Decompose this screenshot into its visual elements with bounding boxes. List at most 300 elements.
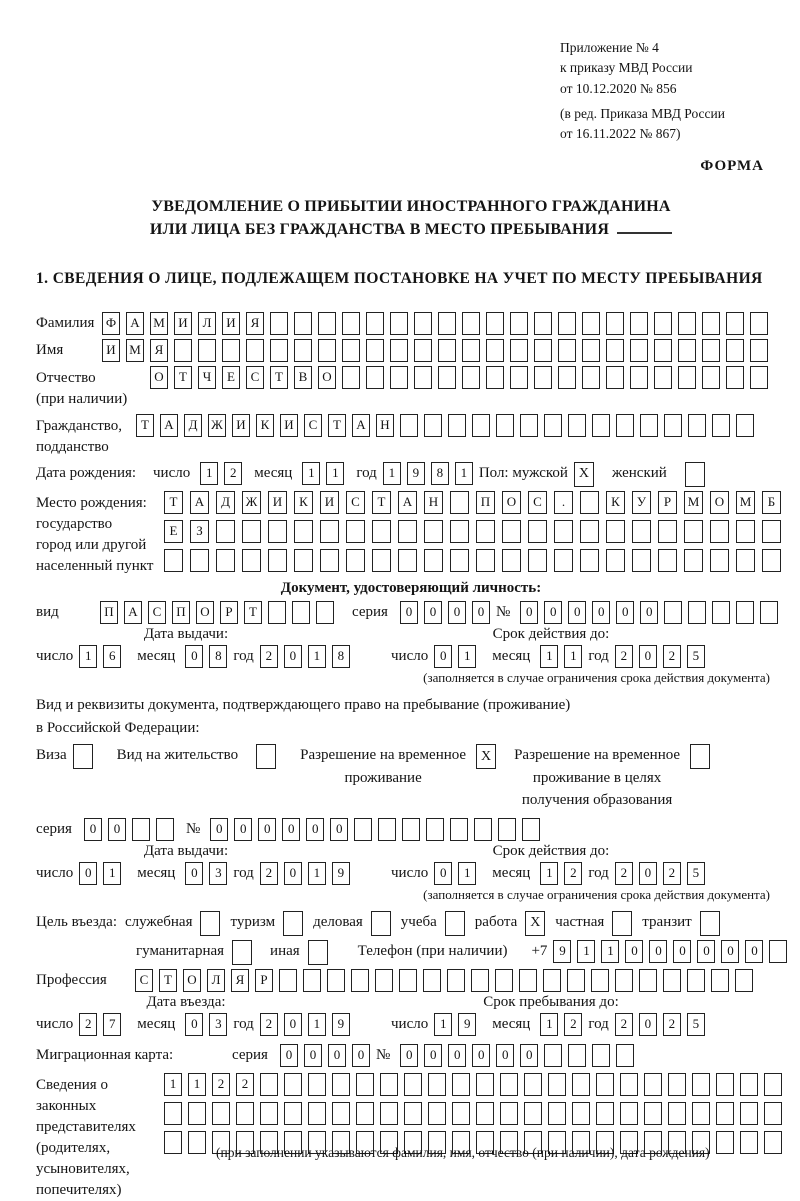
purpose-other-checkbox[interactable] [308, 940, 328, 965]
char-box[interactable] [316, 601, 334, 624]
char-box[interactable]: 9 [458, 1013, 476, 1036]
char-box[interactable]: 1 [540, 862, 558, 885]
char-box[interactable] [620, 1073, 638, 1096]
char-box[interactable] [472, 414, 490, 437]
char-box[interactable] [242, 520, 261, 543]
char-box[interactable]: 0 [448, 601, 466, 624]
char-box[interactable] [342, 312, 360, 335]
char-box[interactable]: 2 [260, 645, 278, 668]
char-box[interactable]: 0 [306, 818, 324, 841]
char-box[interactable] [712, 601, 730, 624]
char-box[interactable] [528, 520, 547, 543]
char-box[interactable] [438, 366, 456, 389]
char-box[interactable] [268, 601, 286, 624]
char-box[interactable]: Т [328, 414, 346, 437]
char-box[interactable] [740, 1131, 758, 1154]
char-box[interactable] [188, 1131, 206, 1154]
char-box[interactable]: 0 [400, 1044, 418, 1067]
char-box[interactable] [398, 549, 417, 572]
char-box[interactable]: 0 [352, 1044, 370, 1067]
char-box[interactable]: 1 [79, 645, 97, 668]
char-box[interactable] [268, 549, 287, 572]
char-box[interactable]: С [528, 491, 547, 514]
char-box[interactable] [630, 339, 648, 362]
char-box[interactable] [216, 549, 235, 572]
char-box[interactable]: 1 [458, 862, 476, 885]
char-box[interactable] [658, 549, 677, 572]
char-box[interactable]: С [304, 414, 322, 437]
char-box[interactable] [736, 601, 754, 624]
rvp-edu-checkbox[interactable] [690, 744, 710, 769]
char-box[interactable] [450, 491, 469, 514]
char-box[interactable]: 2 [564, 862, 582, 885]
char-box[interactable]: Ч [198, 366, 216, 389]
char-box[interactable] [568, 414, 586, 437]
char-box[interactable]: 2 [564, 1013, 582, 1036]
purpose-humanitarian-checkbox[interactable] [232, 940, 252, 965]
char-box[interactable]: Т [270, 366, 288, 389]
char-box[interactable]: 1 [458, 645, 476, 668]
char-box[interactable] [318, 312, 336, 335]
char-box[interactable] [500, 1073, 518, 1096]
char-box[interactable] [190, 549, 209, 572]
char-box[interactable] [639, 969, 657, 992]
char-box[interactable] [735, 969, 753, 992]
char-box[interactable] [644, 1073, 662, 1096]
char-box[interactable] [342, 339, 360, 362]
char-box[interactable]: 2 [212, 1073, 230, 1096]
char-box[interactable] [644, 1102, 662, 1125]
char-box[interactable]: 0 [234, 818, 252, 841]
char-box[interactable] [769, 940, 787, 963]
char-box[interactable]: 0 [434, 862, 452, 885]
char-box[interactable]: 0 [210, 818, 228, 841]
char-box[interactable] [654, 366, 672, 389]
char-box[interactable]: Е [222, 366, 240, 389]
char-box[interactable] [558, 339, 576, 362]
char-box[interactable] [476, 1073, 494, 1096]
char-box[interactable] [534, 312, 552, 335]
char-box[interactable] [346, 520, 365, 543]
char-box[interactable] [726, 339, 744, 362]
char-box[interactable] [426, 818, 444, 841]
sex-male-checkbox[interactable]: X [574, 462, 594, 487]
char-box[interactable]: О [183, 969, 201, 992]
char-box[interactable] [462, 366, 480, 389]
char-box[interactable]: 0 [185, 645, 203, 668]
char-box[interactable] [534, 366, 552, 389]
purpose-study-checkbox[interactable] [445, 911, 465, 936]
char-box[interactable]: 2 [236, 1073, 254, 1096]
char-box[interactable]: П [476, 491, 495, 514]
char-box[interactable]: 0 [424, 1044, 442, 1067]
char-box[interactable]: 1 [308, 645, 326, 668]
char-box[interactable]: 0 [640, 601, 658, 624]
char-box[interactable]: И [222, 312, 240, 335]
char-box[interactable]: 1 [540, 645, 558, 668]
char-box[interactable] [502, 549, 521, 572]
char-box[interactable] [294, 520, 313, 543]
char-box[interactable] [294, 312, 312, 335]
char-box[interactable]: 2 [615, 1013, 633, 1036]
char-box[interactable]: 9 [332, 1013, 350, 1036]
char-box[interactable] [544, 414, 562, 437]
char-box[interactable]: 0 [625, 940, 643, 963]
char-box[interactable]: Т [159, 969, 177, 992]
char-box[interactable] [519, 969, 537, 992]
char-box[interactable]: 1 [455, 462, 473, 485]
char-box[interactable]: 1 [200, 462, 218, 485]
char-box[interactable] [294, 339, 312, 362]
char-box[interactable] [596, 1073, 614, 1096]
char-box[interactable] [606, 366, 624, 389]
char-box[interactable]: Я [231, 969, 249, 992]
char-box[interactable] [764, 1102, 782, 1125]
char-box[interactable] [554, 549, 573, 572]
char-box[interactable]: С [135, 969, 153, 992]
char-box[interactable] [592, 414, 610, 437]
char-box[interactable]: П [100, 601, 118, 624]
char-box[interactable]: Ф [102, 312, 120, 335]
char-box[interactable]: 0 [304, 1044, 322, 1067]
char-box[interactable]: 1 [164, 1073, 182, 1096]
char-box[interactable] [327, 969, 345, 992]
char-box[interactable] [687, 969, 705, 992]
char-box[interactable] [378, 818, 396, 841]
char-box[interactable] [495, 969, 513, 992]
char-box[interactable] [268, 520, 287, 543]
char-box[interactable] [242, 549, 261, 572]
char-box[interactable] [668, 1102, 686, 1125]
char-box[interactable] [156, 818, 174, 841]
char-box[interactable]: 8 [431, 462, 449, 485]
char-box[interactable] [428, 1073, 446, 1096]
char-box[interactable]: 5 [687, 862, 705, 885]
char-box[interactable]: 1 [540, 1013, 558, 1036]
char-box[interactable]: 0 [282, 818, 300, 841]
char-box[interactable]: 0 [258, 818, 276, 841]
char-box[interactable] [308, 1073, 326, 1096]
char-box[interactable] [510, 366, 528, 389]
char-box[interactable] [404, 1102, 422, 1125]
char-box[interactable]: Р [658, 491, 677, 514]
char-box[interactable] [246, 339, 264, 362]
char-box[interactable] [520, 414, 538, 437]
char-box[interactable] [424, 414, 442, 437]
char-box[interactable]: Я [150, 339, 168, 362]
char-box[interactable] [558, 312, 576, 335]
char-box[interactable] [572, 1102, 590, 1125]
sex-female-checkbox[interactable] [685, 462, 705, 487]
char-box[interactable]: У [632, 491, 651, 514]
char-box[interactable] [750, 339, 768, 362]
char-box[interactable] [654, 339, 672, 362]
char-box[interactable] [712, 414, 730, 437]
char-box[interactable] [400, 414, 418, 437]
char-box[interactable]: К [606, 491, 625, 514]
char-box[interactable] [450, 520, 469, 543]
char-box[interactable] [486, 312, 504, 335]
char-box[interactable] [740, 1073, 758, 1096]
char-box[interactable]: 9 [553, 940, 571, 963]
char-box[interactable] [524, 1102, 542, 1125]
char-box[interactable]: 0 [592, 601, 610, 624]
char-box[interactable] [543, 969, 561, 992]
char-box[interactable] [736, 549, 755, 572]
char-box[interactable]: И [174, 312, 192, 335]
char-box[interactable]: Т [244, 601, 262, 624]
char-box[interactable]: 0 [520, 601, 538, 624]
char-box[interactable] [678, 312, 696, 335]
char-box[interactable]: Ж [208, 414, 226, 437]
char-box[interactable]: 0 [284, 862, 302, 885]
char-box[interactable] [164, 549, 183, 572]
char-box[interactable] [486, 366, 504, 389]
char-box[interactable]: М [150, 312, 168, 335]
char-box[interactable] [438, 339, 456, 362]
char-box[interactable] [616, 414, 634, 437]
char-box[interactable]: 1 [188, 1073, 206, 1096]
char-box[interactable]: А [352, 414, 370, 437]
char-box[interactable] [132, 818, 150, 841]
char-box[interactable] [710, 520, 729, 543]
char-box[interactable] [592, 1044, 610, 1067]
char-box[interactable] [736, 414, 754, 437]
char-box[interactable] [164, 1131, 182, 1154]
char-box[interactable] [222, 339, 240, 362]
char-box[interactable] [320, 520, 339, 543]
char-box[interactable]: М [736, 491, 755, 514]
char-box[interactable]: 0 [639, 1013, 657, 1036]
char-box[interactable]: Д [184, 414, 202, 437]
char-box[interactable]: 0 [434, 645, 452, 668]
char-box[interactable]: 2 [615, 645, 633, 668]
purpose-private-checkbox[interactable] [612, 911, 632, 936]
char-box[interactable]: Б [762, 491, 781, 514]
char-box[interactable] [750, 312, 768, 335]
char-box[interactable] [216, 520, 235, 543]
char-box[interactable]: 1 [434, 1013, 452, 1036]
char-box[interactable]: 2 [663, 862, 681, 885]
char-box[interactable] [688, 414, 706, 437]
purpose-work-checkbox[interactable]: X [525, 911, 545, 936]
char-box[interactable] [452, 1073, 470, 1096]
purpose-official-checkbox[interactable] [200, 911, 220, 936]
char-box[interactable] [764, 1131, 782, 1154]
char-box[interactable]: В [294, 366, 312, 389]
char-box[interactable]: 0 [108, 818, 126, 841]
char-box[interactable] [630, 312, 648, 335]
char-box[interactable]: Л [198, 312, 216, 335]
char-box[interactable] [716, 1131, 734, 1154]
char-box[interactable]: А [124, 601, 142, 624]
char-box[interactable]: О [196, 601, 214, 624]
char-box[interactable] [354, 818, 372, 841]
char-box[interactable]: 3 [209, 1013, 227, 1036]
char-box[interactable] [342, 366, 360, 389]
char-box[interactable]: 9 [407, 462, 425, 485]
char-box[interactable] [630, 366, 648, 389]
char-box[interactable] [528, 549, 547, 572]
char-box[interactable]: Р [220, 601, 238, 624]
char-box[interactable] [524, 1073, 542, 1096]
char-box[interactable] [654, 312, 672, 335]
char-box[interactable] [668, 1073, 686, 1096]
char-box[interactable] [380, 1073, 398, 1096]
char-box[interactable] [580, 549, 599, 572]
char-box[interactable]: К [256, 414, 274, 437]
char-box[interactable]: И [280, 414, 298, 437]
char-box[interactable]: 0 [185, 1013, 203, 1036]
char-box[interactable] [678, 339, 696, 362]
char-box[interactable] [750, 366, 768, 389]
char-box[interactable]: . [554, 491, 573, 514]
char-box[interactable] [632, 520, 651, 543]
char-box[interactable]: 0 [400, 601, 418, 624]
char-box[interactable]: М [684, 491, 703, 514]
char-box[interactable] [502, 520, 521, 543]
char-box[interactable]: 5 [687, 1013, 705, 1036]
char-box[interactable] [606, 312, 624, 335]
char-box[interactable] [558, 366, 576, 389]
char-box[interactable] [568, 1044, 586, 1067]
char-box[interactable] [236, 1102, 254, 1125]
char-box[interactable] [332, 1102, 350, 1125]
char-box[interactable] [452, 1102, 470, 1125]
char-box[interactable] [760, 601, 778, 624]
char-box[interactable] [270, 312, 288, 335]
char-box[interactable]: 0 [424, 601, 442, 624]
char-box[interactable] [606, 339, 624, 362]
char-box[interactable]: 0 [472, 1044, 490, 1067]
char-box[interactable] [710, 549, 729, 572]
char-box[interactable]: А [398, 491, 417, 514]
char-box[interactable] [294, 549, 313, 572]
char-box[interactable] [332, 1073, 350, 1096]
visa-checkbox[interactable] [73, 744, 93, 769]
char-box[interactable] [366, 366, 384, 389]
char-box[interactable] [366, 339, 384, 362]
char-box[interactable]: Е [164, 520, 183, 543]
char-box[interactable]: 0 [745, 940, 763, 963]
char-box[interactable] [522, 818, 540, 841]
char-box[interactable] [303, 969, 321, 992]
char-box[interactable]: 0 [284, 645, 302, 668]
char-box[interactable]: С [246, 366, 264, 389]
purpose-transit-checkbox[interactable] [700, 911, 720, 936]
char-box[interactable]: И [102, 339, 120, 362]
char-box[interactable]: 1 [577, 940, 595, 963]
char-box[interactable] [500, 1102, 518, 1125]
char-box[interactable] [658, 520, 677, 543]
char-box[interactable] [582, 339, 600, 362]
char-box[interactable]: 0 [639, 862, 657, 885]
char-box[interactable] [212, 1102, 230, 1125]
char-box[interactable] [567, 969, 585, 992]
char-box[interactable] [736, 520, 755, 543]
char-box[interactable]: 0 [639, 645, 657, 668]
purpose-tourism-checkbox[interactable] [283, 911, 303, 936]
char-box[interactable]: 8 [332, 645, 350, 668]
char-box[interactable]: Т [372, 491, 391, 514]
char-box[interactable]: А [190, 491, 209, 514]
char-box[interactable]: З [190, 520, 209, 543]
char-box[interactable]: 3 [209, 862, 227, 885]
char-box[interactable] [615, 969, 633, 992]
char-box[interactable]: 0 [616, 601, 634, 624]
char-box[interactable] [284, 1102, 302, 1125]
char-box[interactable]: 1 [383, 462, 401, 485]
char-box[interactable]: П [172, 601, 190, 624]
char-box[interactable] [664, 414, 682, 437]
char-box[interactable]: И [268, 491, 287, 514]
char-box[interactable]: И [232, 414, 250, 437]
char-box[interactable]: 0 [472, 601, 490, 624]
char-box[interactable] [390, 366, 408, 389]
char-box[interactable] [188, 1102, 206, 1125]
char-box[interactable] [711, 969, 729, 992]
char-box[interactable]: 7 [103, 1013, 121, 1036]
char-box[interactable]: Л [207, 969, 225, 992]
char-box[interactable]: С [148, 601, 166, 624]
char-box[interactable]: 0 [79, 862, 97, 885]
char-box[interactable] [390, 339, 408, 362]
char-box[interactable]: 6 [103, 645, 121, 668]
char-box[interactable] [471, 969, 489, 992]
char-box[interactable]: О [502, 491, 521, 514]
vnj-checkbox[interactable] [256, 744, 276, 769]
char-box[interactable] [356, 1073, 374, 1096]
char-box[interactable] [764, 1073, 782, 1096]
char-box[interactable] [580, 491, 599, 514]
char-box[interactable] [620, 1102, 638, 1125]
char-box[interactable] [548, 1102, 566, 1125]
char-box[interactable] [320, 549, 339, 572]
char-box[interactable] [372, 549, 391, 572]
char-box[interactable] [596, 1102, 614, 1125]
char-box[interactable]: С [346, 491, 365, 514]
char-box[interactable] [270, 339, 288, 362]
char-box[interactable]: 0 [721, 940, 739, 963]
char-box[interactable] [534, 339, 552, 362]
rvp-checkbox[interactable]: X [476, 744, 496, 769]
char-box[interactable] [390, 312, 408, 335]
char-box[interactable] [308, 1102, 326, 1125]
char-box[interactable] [692, 1102, 710, 1125]
char-box[interactable]: 2 [260, 862, 278, 885]
char-box[interactable] [448, 414, 466, 437]
char-box[interactable] [548, 1073, 566, 1096]
char-box[interactable] [447, 969, 465, 992]
char-box[interactable]: Д [216, 491, 235, 514]
char-box[interactable] [664, 601, 682, 624]
char-box[interactable] [284, 1073, 302, 1096]
char-box[interactable] [346, 549, 365, 572]
char-box[interactable] [450, 549, 469, 572]
char-box[interactable]: 2 [224, 462, 242, 485]
char-box[interactable]: 0 [84, 818, 102, 841]
char-box[interactable] [684, 549, 703, 572]
char-box[interactable]: Н [424, 491, 443, 514]
char-box[interactable]: 1 [326, 462, 344, 485]
char-box[interactable] [702, 339, 720, 362]
char-box[interactable] [424, 549, 443, 572]
char-box[interactable] [428, 1102, 446, 1125]
char-box[interactable] [260, 1102, 278, 1125]
char-box[interactable] [580, 520, 599, 543]
char-box[interactable]: А [160, 414, 178, 437]
char-box[interactable] [450, 818, 468, 841]
